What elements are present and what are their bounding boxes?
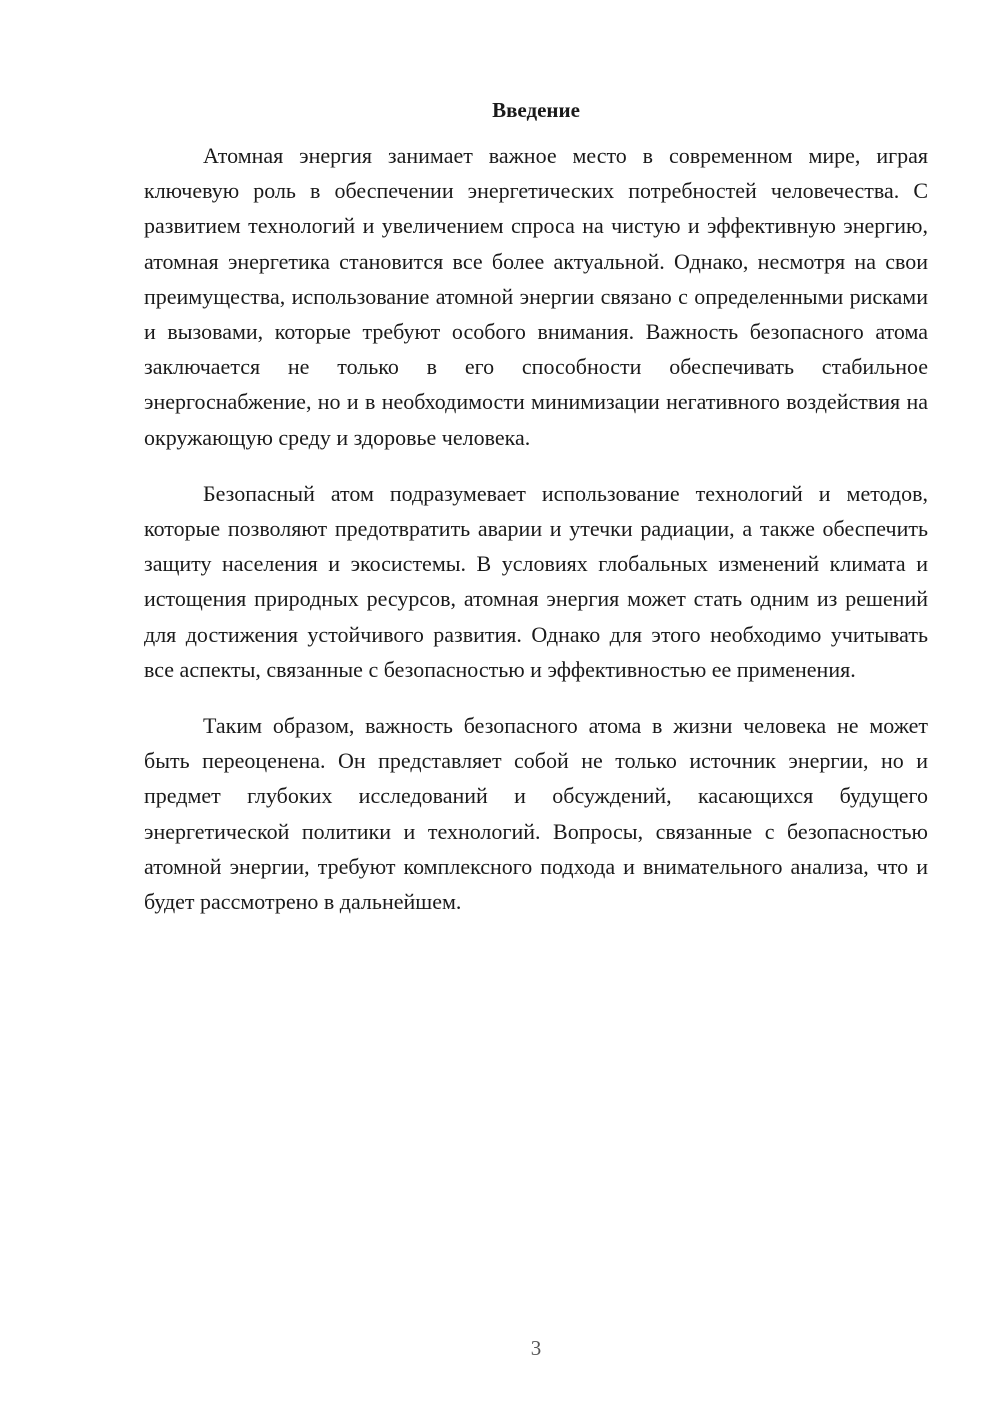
paragraph-1: Атомная энергия занимает важное место в современном мире, играя ключевую роль в обеспечении энергетических потребностей человечества. С развитием технологий и увеличением спроса на чистую и эффективную энергию, атомная энергетика становится все более актуальной. Однако, несмотря на свои преимущества, использование атомной энергии связано с определенными рисками и вызовами, которые требуют особого внимания. Важность безопасного атома заключается не только в его способности обеспечивать стабильное энергоснабжение, но и в необходимости минимизации негативного воздействия на окружающую среду и здоровье человека. (144, 143, 928, 450)
paragraph-2: Безопасный атом подразумевает использование технологий и методов, которые позволяют предотвратить аварии и утечки радиации, а также обеспечить защиту населения и экосистемы. В условиях глобальных изменений климата и истощения природных ресурсов, атомная энергия может стать одним из решений для достижения устойчивого развития. Однако для этого необходимо учитывать все аспекты, связанные с безопасностью и эффективностью ее применения. (144, 480, 928, 682)
page-content (144, 96, 928, 919)
section-heading: Введение (492, 98, 580, 122)
page-number: 3 (530, 1336, 542, 1360)
paragraph-3: Таким образом, важность безопасного атома в жизни человека не может быть переоценена. Он представляет собой не только источник энергии, но и предмет глубоких исследований и обсуждений, касающихся будущего энергетической политики и технологий. Вопросы, связанные с безопасностью атомной энергии, требуют комплексного подхода и внимательного анализа, что и будет рассмотрено в дальнейшем. (144, 713, 928, 915)
